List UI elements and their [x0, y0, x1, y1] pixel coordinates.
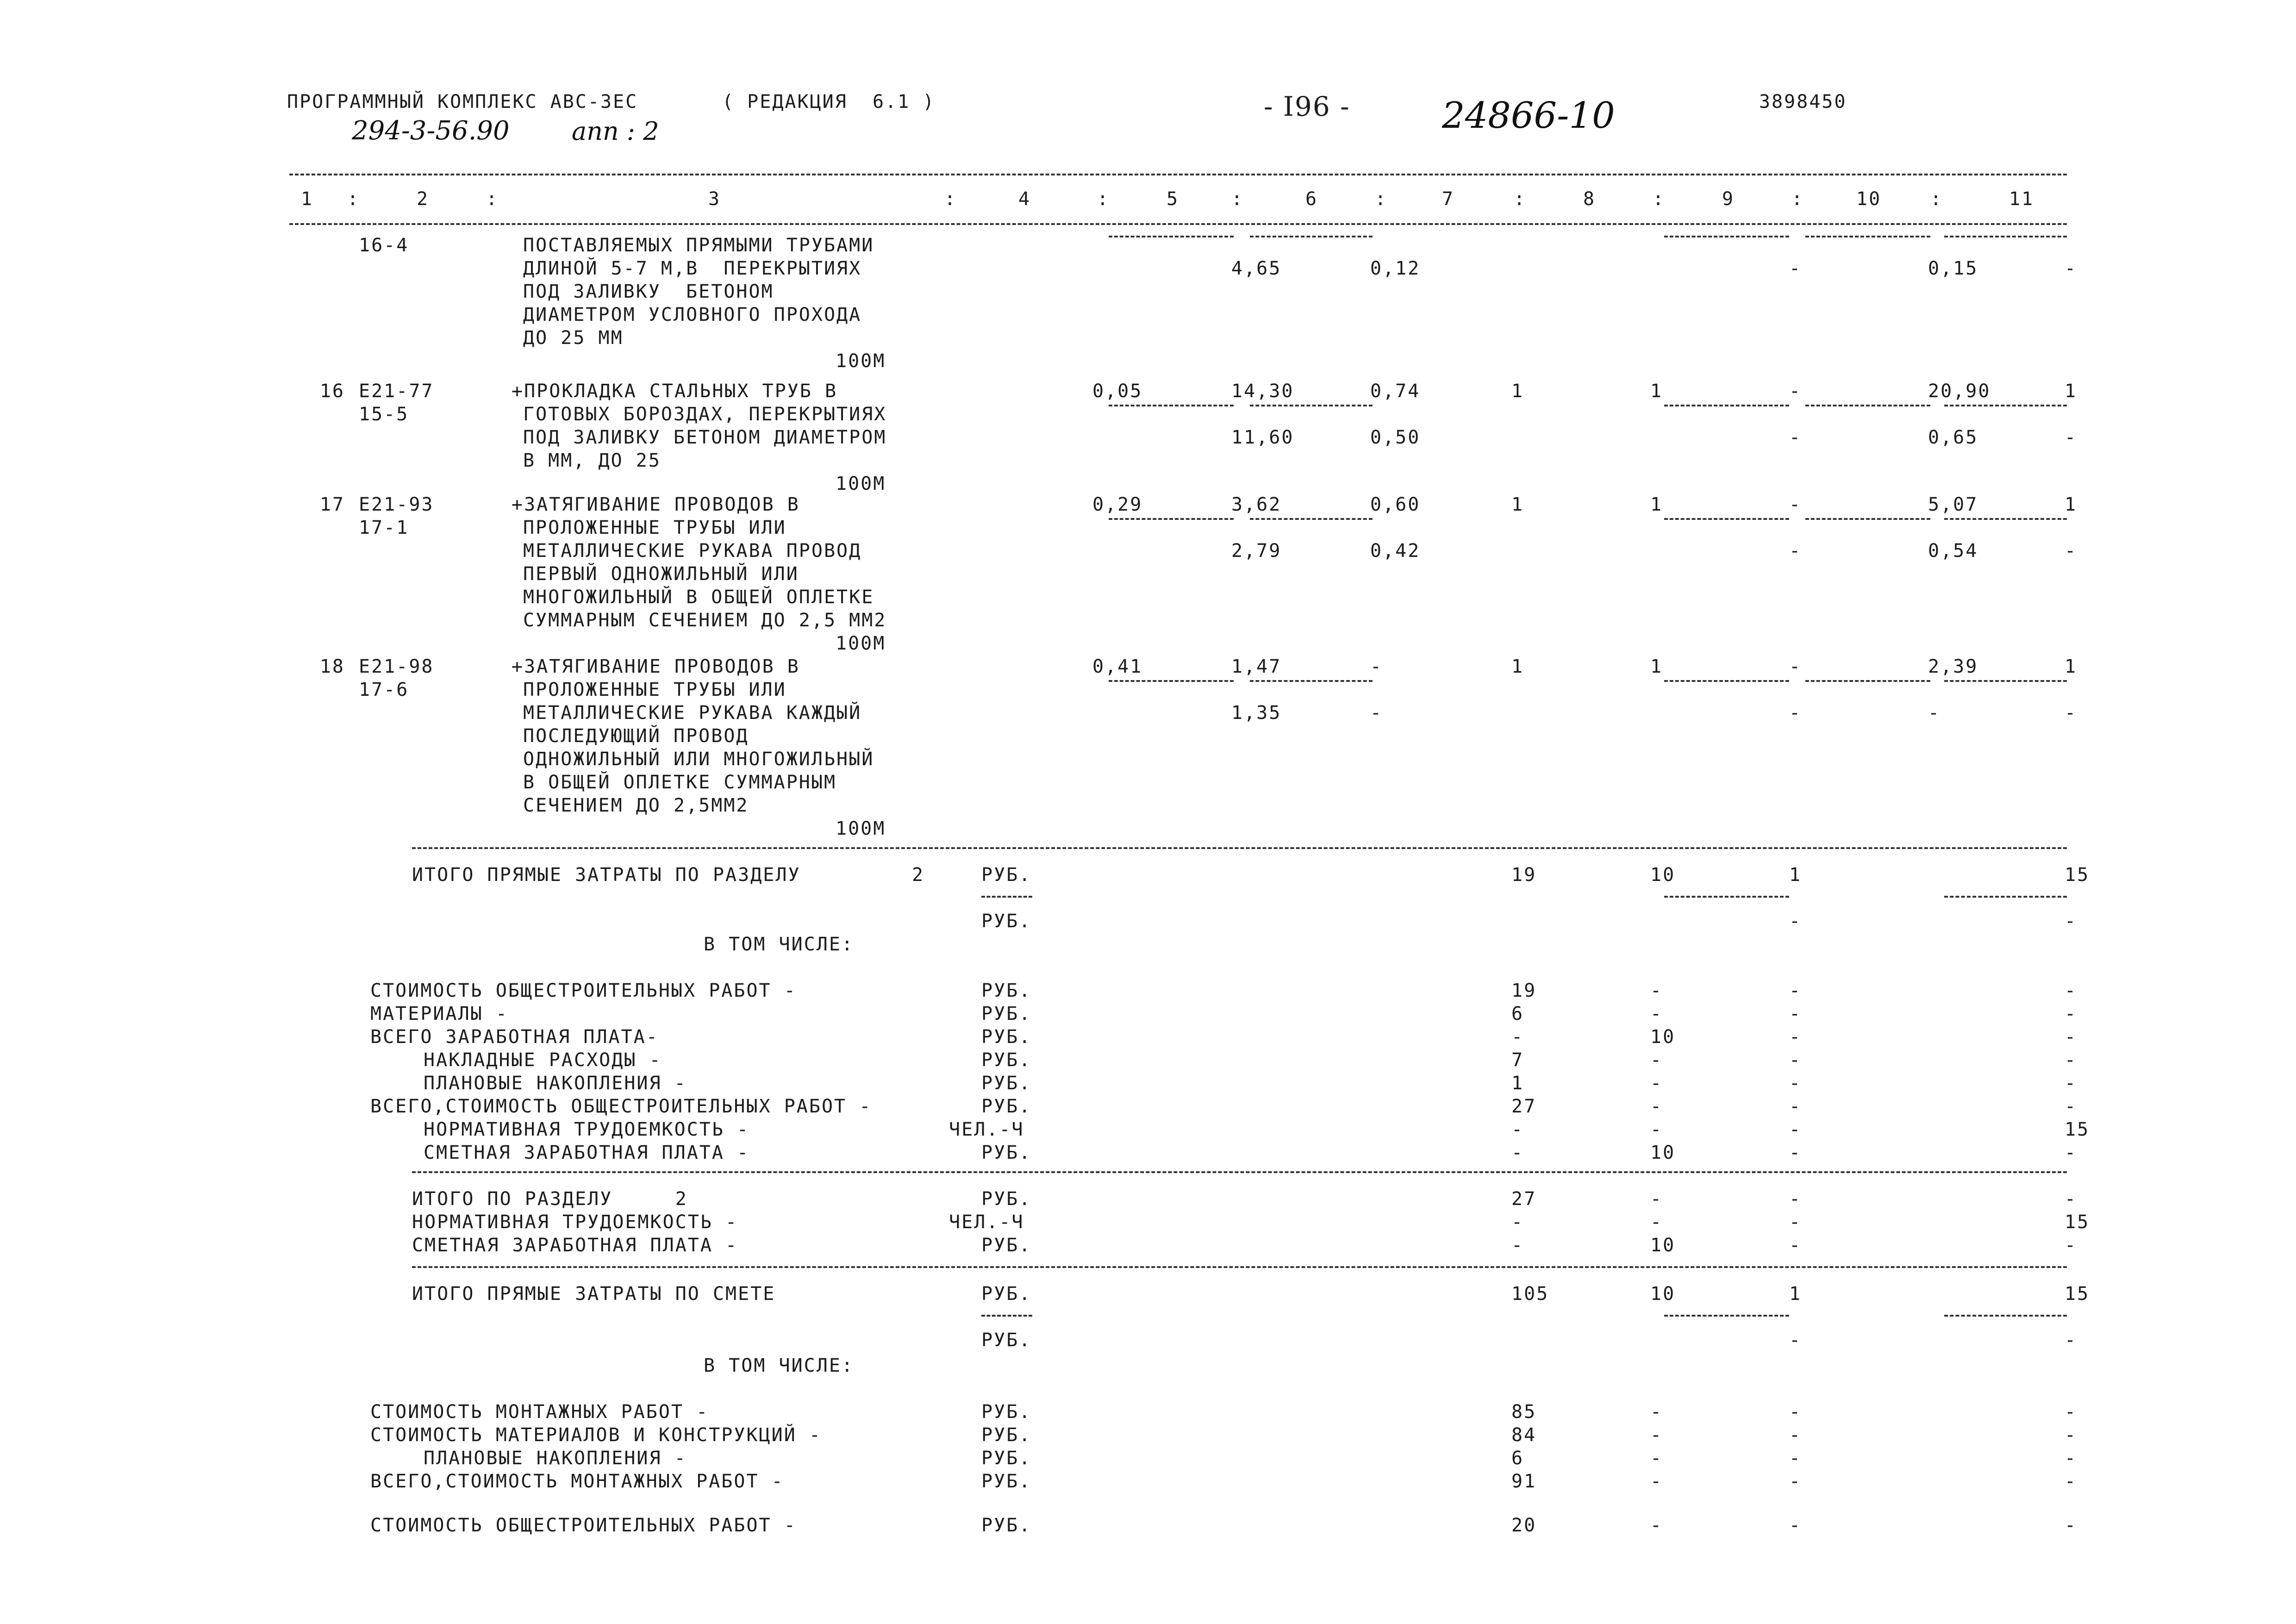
- entry-description-line: ПРОЛОЖЕННЫЕ ТРУБЫ ИЛИ: [523, 517, 786, 538]
- entry-sub-value-col5b: 4,65: [1231, 258, 1282, 279]
- entry-description-line: ДО 25 ММ: [523, 327, 624, 349]
- column-header-sep: :: [347, 188, 360, 210]
- handwritten-reference: 294-3-56.90: [352, 116, 510, 146]
- section-total-rule: [412, 847, 2067, 849]
- entry-description-line: СЕЧЕНИЕМ ДО 2,5ММ2: [523, 795, 749, 816]
- section-summary-row-label: СМЕТНАЯ ЗАРАБОТНАЯ ПЛАТА -: [424, 1142, 750, 1163]
- section-itogo-col8: -: [1650, 1212, 1663, 1233]
- entry-value-col10: 5,07: [1928, 494, 1978, 515]
- entry-rule-col6: [1250, 236, 1373, 237]
- entry-subcode: 17-1: [359, 517, 409, 538]
- entry-sub-value-col11b: -: [2065, 258, 2078, 279]
- entry-rule-col10: [1805, 518, 1930, 520]
- entry-description-line: ПРОЛОЖЕННЫЕ ТРУБЫ ИЛИ: [523, 679, 786, 700]
- section-total-col11b: -: [2065, 911, 2078, 932]
- section-summary-row-unit: РУБ.: [981, 1142, 1032, 1163]
- estimate-summary-row-col9: -: [1789, 1424, 1802, 1446]
- section-itogo-label: НОРМАТИВНАЯ ТРУДОЕМКОСТЬ -: [412, 1212, 738, 1233]
- section-summary-row-label: ВСЕГО,СТОИМОСТЬ ОБЩЕСТРОИТЕЛЬНЫХ РАБОТ -: [370, 1096, 872, 1117]
- entry-value-col7: 1: [1511, 494, 1524, 515]
- entry-description-line: В ММ, ДО 25: [523, 450, 661, 471]
- column-header-sep: :: [1514, 188, 1527, 210]
- entry-rule-col5: [1109, 518, 1234, 520]
- entry-value-col6: 0,74: [1370, 381, 1421, 402]
- column-header-4: 4: [1018, 188, 1031, 210]
- estimate-summary-row-label: СТОИМОСТЬ МОНТАЖНЫХ РАБОТ -: [370, 1401, 709, 1423]
- entry-value-col4: 0,41: [1092, 656, 1143, 677]
- estimate-summary-row-label: СТОИМОСТЬ ОБЩЕСТРОИТЕЛЬНЫХ РАБОТ -: [370, 1515, 797, 1536]
- section-summary-row-col7: 27: [1511, 1096, 1537, 1117]
- estimate-summary-row-col8: -: [1650, 1401, 1663, 1423]
- column-header-sep: :: [1791, 188, 1804, 210]
- entry-value-col7: 1: [1511, 656, 1524, 677]
- entry-value-col6: -: [1370, 656, 1383, 677]
- section-summary-row-label: НОРМАТИВНАЯ ТРУДОЕМКОСТЬ -: [424, 1119, 750, 1140]
- column-header-3: 3: [708, 188, 721, 210]
- section-summary-row-col11: -: [2065, 1003, 2078, 1024]
- entry-value-col11: 1: [2065, 381, 2078, 402]
- entry-rule-col6: [1250, 680, 1373, 682]
- column-header-sep: :: [1375, 188, 1388, 210]
- estimate-summary-row-col11: -: [2065, 1401, 2078, 1423]
- entry-description-line: МЕТАЛЛИЧЕСКИЕ РУКАВА ПРОВОД: [523, 540, 862, 562]
- entry-value-col4: 0,05: [1092, 381, 1143, 402]
- section-total-unit: РУБ.: [981, 864, 1032, 886]
- column-header-1: 1: [301, 188, 314, 210]
- section-summary-row-col9: -: [1789, 980, 1802, 1001]
- entry-number: 16: [319, 381, 345, 402]
- section-summary-row-col11: -: [2065, 1073, 2078, 1094]
- estimate-total-col9b: -: [1789, 1330, 1802, 1351]
- section-total-col9b: -: [1789, 911, 1802, 932]
- entry-sub-value-col10b: 0,65: [1928, 427, 1978, 448]
- section-summary-row-label: МАТЕРИАЛЫ -: [370, 1003, 508, 1024]
- entry-sub-value-col9b: -: [1789, 540, 1802, 562]
- estimate-summary-row-label: ВСЕГО,СТОИМОСТЬ МОНТАЖНЫХ РАБОТ -: [370, 1471, 784, 1492]
- entry-description-line: МЕТАЛЛИЧЕСКИЕ РУКАВА КАЖДЫЙ: [523, 702, 862, 724]
- section-itogo-unit: РУБ.: [981, 1188, 1032, 1210]
- column-header-7: 7: [1442, 188, 1455, 210]
- document-code: 3898450: [1759, 91, 1847, 112]
- entry-description-line: ПОСТАВЛЯЕМЫХ ПРЯМЫМИ ТРУБАМИ: [523, 235, 874, 256]
- estimate-total-col8: 10: [1650, 1283, 1676, 1305]
- entry-description-line: ПОД ЗАЛИВКУ БЕТОНОМ: [523, 281, 774, 302]
- document-number: 24866-10: [1442, 95, 1615, 137]
- estimate-total-unit2: РУБ.: [981, 1330, 1032, 1351]
- entry-description-line: +ПРОКЛАДКА СТАЛЬНЫХ ТРУБ В: [512, 381, 838, 402]
- entry-rule-col5: [1109, 680, 1234, 682]
- estimate-summary-row-col9: -: [1789, 1448, 1802, 1469]
- column-header-6: 6: [1305, 188, 1318, 210]
- entry-unit: 100М: [836, 818, 886, 839]
- entry-rule-col11: [1944, 405, 2067, 406]
- section-summary-row-col7: 6: [1511, 1003, 1524, 1024]
- entry-sub-value-col11b: -: [2065, 540, 2078, 562]
- section-summary-row-col11: 15: [2065, 1119, 2090, 1140]
- column-header-sep: :: [1653, 188, 1666, 210]
- entry-value-col11: 1: [2065, 494, 2078, 515]
- estimate-summary-row-col8: -: [1650, 1471, 1663, 1492]
- section-itogo-col7: -: [1511, 1212, 1524, 1233]
- handwritten-part: ann : 2: [572, 117, 659, 146]
- column-header-5: 5: [1167, 188, 1179, 210]
- entry-rule-col6: [1250, 518, 1373, 520]
- section-summary-row-col9: -: [1789, 1003, 1802, 1024]
- estimate-summary-row-unit: РУБ.: [981, 1448, 1032, 1469]
- entry-description-line: ПЕРВЫЙ ОДНОЖИЛЬНЫЙ ИЛИ: [523, 563, 799, 585]
- section-total-unit-rule: [981, 896, 1032, 898]
- program-title: ПРОГРАММНЫЙ КОМПЛЕКС АВС-ЗЕС: [287, 91, 638, 112]
- section-summary-row-col8: -: [1650, 1003, 1663, 1024]
- estimate-summary-row-col8: -: [1650, 1448, 1663, 1469]
- column-header-sep: :: [944, 188, 957, 210]
- section-summary-row-col8: -: [1650, 1119, 1663, 1140]
- entry-subcode: 15-5: [359, 404, 409, 425]
- section-summary-row-col9: -: [1789, 1119, 1802, 1140]
- entry-rule-col11: [1944, 236, 2067, 237]
- section-itogo-col9: -: [1789, 1188, 1802, 1210]
- section-summary-row-col8: 10: [1650, 1026, 1676, 1048]
- entry-description-line: МНОГОЖИЛЬНЫЙ В ОБЩЕЙ ОПЛЕТКЕ: [523, 587, 874, 608]
- edition-label: ( РЕДАКЦИЯ 6.1 ): [722, 91, 936, 112]
- column-header-11: 11: [2009, 188, 2034, 210]
- section-summary-row-label: НАКЛАДНЫЕ РАСХОДЫ -: [424, 1049, 662, 1071]
- section-summary-row-unit: РУБ.: [981, 1026, 1032, 1048]
- section-itogo-unit: ЧЕЛ.-Ч: [949, 1212, 1024, 1233]
- entry-value-col5: 14,30: [1231, 381, 1294, 402]
- column-header-sep: :: [486, 188, 499, 210]
- column-header-2: 2: [417, 188, 430, 210]
- entry-rule-col9: [1664, 405, 1789, 406]
- entry-number: 17: [319, 494, 345, 515]
- entry-value-col10: 2,39: [1928, 656, 1978, 677]
- entry-value-col4: 0,29: [1092, 494, 1143, 515]
- entry-rule-col9: [1664, 236, 1789, 237]
- estimate-summary-row-col9: -: [1789, 1471, 1802, 1492]
- section-summary-row-col7: 7: [1511, 1049, 1524, 1071]
- section-summary-row-col7: -: [1511, 1142, 1524, 1163]
- entry-sub-value-col6b: 0,12: [1370, 258, 1421, 279]
- section-itogo-col7: -: [1511, 1235, 1524, 1256]
- section-itogo-rule: [412, 1171, 2067, 1173]
- column-header-sep: :: [1930, 188, 1943, 210]
- entry-value-col8: 1: [1650, 381, 1663, 402]
- section-summary-row-col11: -: [2065, 1096, 2078, 1117]
- section-summary-row-col7: -: [1511, 1119, 1524, 1140]
- entry-subcode: 17-6: [359, 679, 409, 700]
- column-header-8: 8: [1583, 188, 1596, 210]
- entry-description-line: ОДНОЖИЛЬНЫЙ ИЛИ МНОГОЖИЛЬНЫЙ: [523, 749, 874, 770]
- entry-sub-value-col9b: -: [1789, 258, 1802, 279]
- estimate-total-unit: РУБ.: [981, 1283, 1032, 1305]
- entry-rule-col6: [1250, 405, 1373, 406]
- entry-value-col5: 3,62: [1231, 494, 1282, 515]
- column-header-9: 9: [1722, 188, 1735, 210]
- header-rule-top: [289, 174, 2067, 175]
- entry-value-col5: 1,47: [1231, 656, 1282, 677]
- entry-value-col9: -: [1789, 656, 1802, 677]
- section-summary-row-col8: -: [1650, 980, 1663, 1001]
- entry-value-col8: 1: [1650, 494, 1663, 515]
- entry-sub-value-col11b: -: [2065, 702, 2078, 724]
- section-total-col8: 10: [1650, 864, 1676, 886]
- section-itogo-col11: -: [2065, 1188, 2078, 1210]
- header-rule-bottom: [289, 223, 2067, 225]
- section-total-unit2: РУБ.: [981, 911, 1032, 932]
- section-total-label: ИТОГО ПРЯМЫЕ ЗАТРАТЫ ПО РАЗДЕЛУ: [412, 864, 801, 886]
- entry-rule-col9: [1664, 680, 1789, 682]
- section-total-col11-rule: [1944, 896, 2067, 898]
- section-itogo-col8: 10: [1650, 1235, 1676, 1256]
- entry-value-col9: -: [1789, 381, 1802, 402]
- section-summary-row-col11: -: [2065, 1142, 2078, 1163]
- estimate-summary-row-col11: -: [2065, 1515, 2078, 1536]
- entry-description-line: ГОТОВЫХ БОРОЗДАХ, ПЕРЕКРЫТИЯХ: [523, 404, 887, 425]
- section-total-section-no: 2: [912, 864, 925, 886]
- entry-rule-col11: [1944, 680, 2067, 682]
- estimate-summary-row-unit: РУБ.: [981, 1515, 1032, 1536]
- estimate-summary-row-col7: 20: [1511, 1515, 1537, 1536]
- entry-number: 18: [319, 656, 345, 677]
- estimate-total-including: В ТОМ ЧИСЛЕ:: [704, 1355, 854, 1376]
- entry-description-line: +ЗАТЯГИВАНИЕ ПРОВОДОВ В: [512, 656, 800, 677]
- estimate-total-col11-rule: [1944, 1315, 2067, 1317]
- entry-rule-col10: [1805, 680, 1930, 682]
- entry-rule-col11: [1944, 518, 2067, 520]
- entry-description-line: ДЛИНОЙ 5-7 М,В ПЕРЕКРЫТИЯХ: [523, 258, 862, 279]
- section-total-col9: 1: [1789, 864, 1802, 886]
- entry-sub-value-col10b: -: [1928, 702, 1941, 724]
- column-header-10: 10: [1856, 188, 1882, 210]
- entry-description-line: ПОСЛЕДУЮЩИЙ ПРОВОД: [523, 725, 749, 747]
- entry-sub-value-col5b: 1,35: [1231, 702, 1282, 724]
- entry-description-line: +ЗАТЯГИВАНИЕ ПРОВОДОВ В: [512, 494, 800, 515]
- entry-unit: 100М: [836, 350, 886, 372]
- entry-code: Е21-98: [359, 656, 434, 677]
- section-itogo-col9: -: [1789, 1235, 1802, 1256]
- estimate-summary-row-col8: -: [1650, 1515, 1663, 1536]
- section-summary-row-col7: 19: [1511, 980, 1537, 1001]
- section-summary-row-col11: -: [2065, 1026, 2078, 1048]
- entry-value-col11: 1: [2065, 656, 2078, 677]
- entry-rule-col5: [1109, 405, 1234, 406]
- section-itogo-label: ИТОГО ПО РАЗДЕЛУ 2: [412, 1188, 688, 1210]
- estimate-summary-row-unit: РУБ.: [981, 1401, 1032, 1423]
- entry-rule-col5: [1109, 236, 1234, 237]
- estimate-summary-row-unit: РУБ.: [981, 1424, 1032, 1446]
- estimate-summary-row-col11: -: [2065, 1471, 2078, 1492]
- estimate-summary-row-col11: -: [2065, 1424, 2078, 1446]
- entry-description-line: ДИАМЕТРОМ УСЛОВНОГО ПРОХОДА: [523, 304, 862, 325]
- estimate-summary-row-col8: -: [1650, 1424, 1663, 1446]
- estimate-summary-row-col7: 84: [1511, 1424, 1537, 1446]
- section-summary-row-col7: 1: [1511, 1073, 1524, 1094]
- section-summary-row-unit: РУБ.: [981, 980, 1032, 1001]
- section-total-col11: 15: [2065, 864, 2090, 886]
- entry-sub-value-col10b: 0,54: [1928, 540, 1978, 562]
- entry-sub-value-col9b: -: [1789, 427, 1802, 448]
- estimate-total-col11b: -: [2065, 1330, 2078, 1351]
- section-summary-row-label: ПЛАНОВЫЕ НАКОПЛЕНИЯ -: [424, 1073, 687, 1094]
- section-itogo-col11: 15: [2065, 1212, 2090, 1233]
- estimate-total-unit-rule: [981, 1315, 1032, 1317]
- section-itogo-col11: -: [2065, 1235, 2078, 1256]
- section-total-col7: 19: [1511, 864, 1537, 886]
- section-summary-row-unit: РУБ.: [981, 1096, 1032, 1117]
- section-summary-row-col9: -: [1789, 1073, 1802, 1094]
- page-number: - I96 -: [1264, 91, 1350, 122]
- section-summary-row-unit: РУБ.: [981, 1049, 1032, 1071]
- section-summary-row-unit: РУБ.: [981, 1003, 1032, 1024]
- section-summary-row-col9: -: [1789, 1049, 1802, 1071]
- section-summary-row-label: СТОИМОСТЬ ОБЩЕСТРОИТЕЛЬНЫХ РАБОТ -: [370, 980, 797, 1001]
- section-summary-row-col8: -: [1650, 1073, 1663, 1094]
- section-summary-row-label: ВСЕГО ЗАРАБОТНАЯ ПЛАТА-: [370, 1026, 659, 1048]
- estimate-summary-row-col7: 85: [1511, 1401, 1537, 1423]
- entry-description-line: СУММАРНЫМ СЕЧЕНИЕМ ДО 2,5 ММ2: [523, 610, 887, 631]
- entry-description-line: В ОБЩЕЙ ОПЛЕТКЕ СУММАРНЫМ: [523, 772, 837, 793]
- entry-sub-value-col10b: 0,15: [1928, 258, 1978, 279]
- entry-code: Е21-77: [359, 381, 434, 402]
- section-itogo-col9: -: [1789, 1212, 1802, 1233]
- estimate-summary-row-label: СТОИМОСТЬ МАТЕРИАЛОВ И КОНСТРУКЦИЙ -: [370, 1424, 822, 1446]
- entry-value-col8: 1: [1650, 656, 1663, 677]
- estimate-summary-row-col11: -: [2065, 1448, 2078, 1469]
- estimate-total-col7: 105: [1511, 1283, 1549, 1305]
- entry-value-col10: 20,90: [1928, 381, 1991, 402]
- column-header-sep: :: [1097, 188, 1110, 210]
- section-summary-row-col8: -: [1650, 1096, 1663, 1117]
- estimate-total-col9-rule: [1664, 1315, 1789, 1317]
- section-total-col9-rule: [1664, 896, 1789, 898]
- estimate-total-rule: [412, 1266, 2067, 1268]
- estimate-summary-row-col7: 6: [1511, 1448, 1524, 1469]
- section-summary-row-unit: РУБ.: [981, 1073, 1032, 1094]
- entry-sub-value-col6b: -: [1370, 702, 1383, 724]
- entry-sub-value-col5b: 11,60: [1231, 427, 1294, 448]
- estimate-summary-row-col7: 91: [1511, 1471, 1537, 1492]
- section-itogo-unit: РУБ.: [981, 1235, 1032, 1256]
- estimate-summary-row-label: ПЛАНОВЫЕ НАКОПЛЕНИЯ -: [424, 1448, 687, 1469]
- section-itogo-col7: 27: [1511, 1188, 1537, 1210]
- section-summary-row-col9: -: [1789, 1096, 1802, 1117]
- estimate-total-col11: 15: [2065, 1283, 2090, 1305]
- section-summary-row-col9: -: [1789, 1142, 1802, 1163]
- entry-sub-value-col11b: -: [2065, 427, 2078, 448]
- section-summary-row-col11: -: [2065, 1049, 2078, 1071]
- entry-sub-value-col6b: 0,42: [1370, 540, 1421, 562]
- estimate-summary-row-col9: -: [1789, 1401, 1802, 1423]
- estimate-summary-row-col9: -: [1789, 1515, 1802, 1536]
- entry-sub-value-col6b: 0,50: [1370, 427, 1421, 448]
- entry-unit: 100М: [836, 473, 886, 494]
- entry-value-col9: -: [1789, 494, 1802, 515]
- entry-unit: 100М: [836, 633, 886, 654]
- entry-rule-col10: [1805, 236, 1930, 237]
- section-summary-row-col9: -: [1789, 1026, 1802, 1048]
- entry-description-line: ПОД ЗАЛИВКУ БЕТОНОМ ДИАМЕТРОМ: [523, 427, 887, 448]
- entry-value-col6: 0,60: [1370, 494, 1421, 515]
- entry-value-col7: 1: [1511, 381, 1524, 402]
- section-summary-row-unit: ЧЕЛ.-Ч: [949, 1119, 1024, 1140]
- section-summary-row-col8: -: [1650, 1049, 1663, 1071]
- entry-code: 16-4: [359, 235, 409, 256]
- section-itogo-col8: -: [1650, 1188, 1663, 1210]
- section-summary-row-col7: -: [1511, 1026, 1524, 1048]
- entry-rule-col9: [1664, 518, 1789, 520]
- column-header-sep: :: [1231, 188, 1244, 210]
- estimate-total-label: ИТОГО ПРЯМЫЕ ЗАТРАТЫ ПО СМЕТЕ: [412, 1283, 776, 1305]
- entry-rule-col10: [1805, 405, 1930, 406]
- section-itogo-label: СМЕТНАЯ ЗАРАБОТНАЯ ПЛАТА -: [412, 1235, 738, 1256]
- estimate-total-col9: 1: [1789, 1283, 1802, 1305]
- section-summary-row-col8: 10: [1650, 1142, 1676, 1163]
- section-total-including: В ТОМ ЧИСЛЕ:: [704, 934, 854, 955]
- estimate-summary-row-unit: РУБ.: [981, 1471, 1032, 1492]
- section-summary-row-col11: -: [2065, 980, 2078, 1001]
- entry-sub-value-col5b: 2,79: [1231, 540, 1282, 562]
- entry-code: Е21-93: [359, 494, 434, 515]
- entry-sub-value-col9b: -: [1789, 702, 1802, 724]
